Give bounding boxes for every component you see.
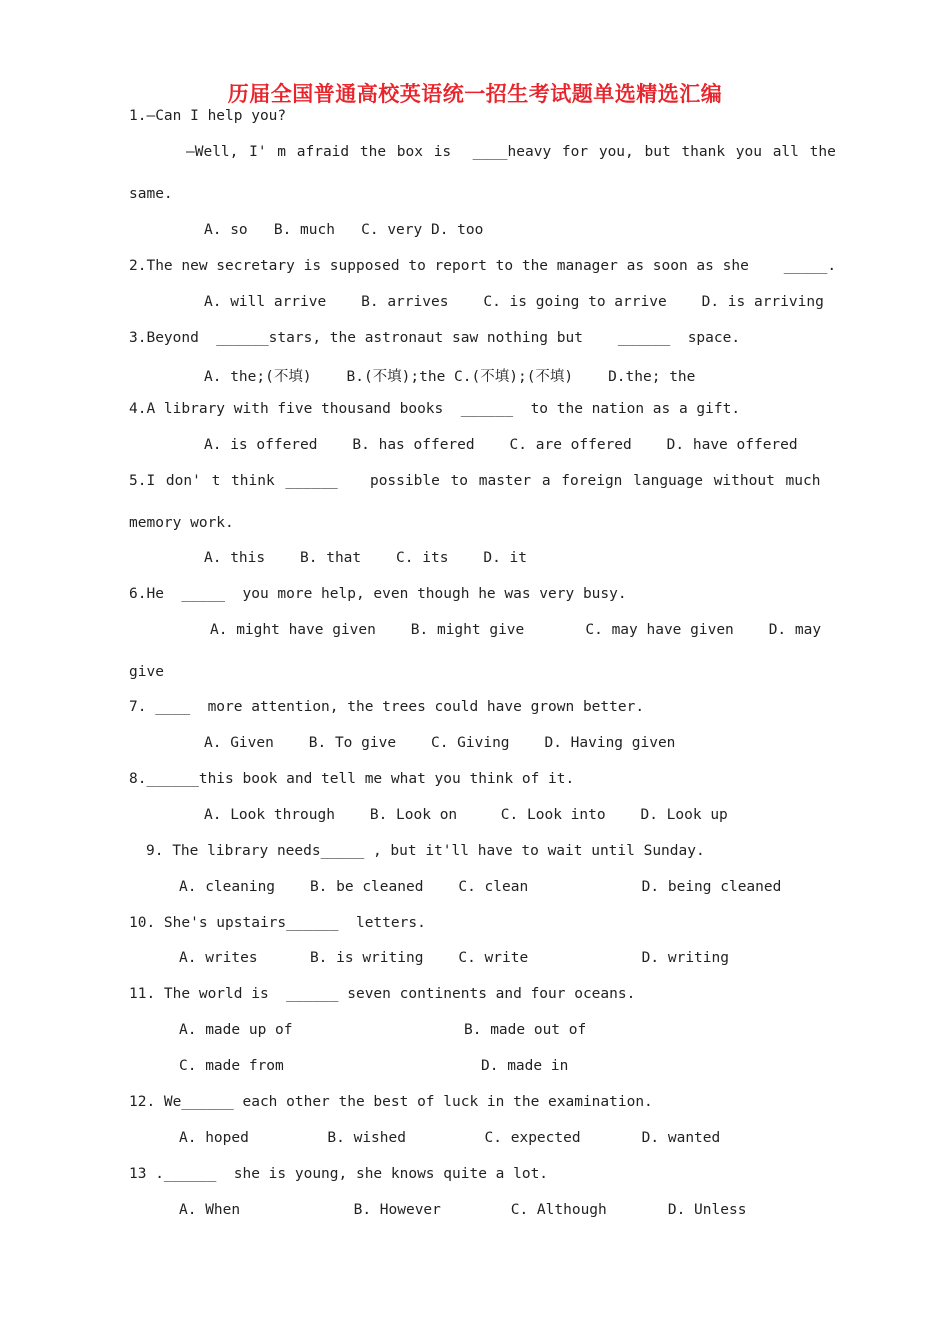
question-10-stem: 10. She's upstairs______ letters. <box>129 915 426 931</box>
document-title: 历届全国普通高校英语统一招生考试题单选精选汇编 <box>227 81 723 106</box>
question-11-option-b: B. made out of <box>464 1022 587 1038</box>
question-1-reply: —Well, I' m afraid the box is ____heavy for you, but thank you all the <box>186 144 836 160</box>
question-12-stem: 12. We______ each other the best of luck in the examination. <box>129 1094 653 1110</box>
question-4-stem: 4.A library with five thousand books ______ to the nation as a gift. <box>129 401 741 417</box>
question-6-options: A. might have given B. might give C. may have given D. may <box>210 622 822 638</box>
question-3-stem: 3.Beyond ______stars, the astronaut saw nothing but ______ space. <box>129 330 741 346</box>
question-7-stem: 7. ____ more attention, the trees could have grown better. <box>129 699 645 715</box>
question-6-stem: 6.He _____ you more help, even though he was very busy. <box>129 586 627 602</box>
question-1-stem: 1.—Can I help you? <box>129 108 287 124</box>
question-13-stem: 13 .______ she is young, she knows quite a lot. <box>129 1166 549 1182</box>
question-5-options: A. this B. that C. its D. it <box>204 550 528 566</box>
question-5-stem-end: memory work. <box>129 515 234 531</box>
question-12-options: A. hoped B. wished C. expected D. wanted <box>179 1130 721 1146</box>
question-2-stem: 2.The new secretary is supposed to report to the manager as soon as she _____. <box>129 258 837 274</box>
question-11-stem: 11. The world is ______ seven continents and four oceans. <box>129 986 636 1002</box>
question-9-stem: 9. The library needs_____ , but it'll have to wait until Sunday. <box>146 843 705 859</box>
question-7-options: A. Given B. To give C. Giving D. Having given <box>204 735 676 751</box>
question-11-option-a: A. made up of <box>179 1022 293 1038</box>
question-11-option-c: C. made from <box>179 1058 284 1074</box>
question-5-stem: 5.I don' t think ______ possible to master a foreign language without much <box>129 473 821 489</box>
question-10-options: A. writes B. is writing C. write D. writing <box>179 950 729 966</box>
question-8-options: A. Look through B. Look on C. Look into D. Look up <box>204 807 728 823</box>
question-9-options: A. cleaning B. be cleaned C. clean D. being cleaned <box>179 879 782 895</box>
question-8-stem: 8.______this book and tell me what you think of it. <box>129 771 575 787</box>
question-6-options-end: give <box>129 664 164 680</box>
question-1-reply-end: same. <box>129 186 173 202</box>
question-4-options: A. is offered B. has offered C. are offered D. have offered <box>204 437 798 453</box>
question-13-options: A. When B. However C. Although D. Unless <box>179 1202 747 1218</box>
question-11-option-d: D. made in <box>481 1058 569 1074</box>
question-2-options: A. will arrive B. arrives C. is going to arrive D. is arriving <box>204 294 824 310</box>
question-1-options: A. so B. much C. very D. too <box>204 222 484 238</box>
question-3-options: A. the;(不填) B.(不填);the C.(不填);(不填) D.the; the <box>204 369 696 385</box>
